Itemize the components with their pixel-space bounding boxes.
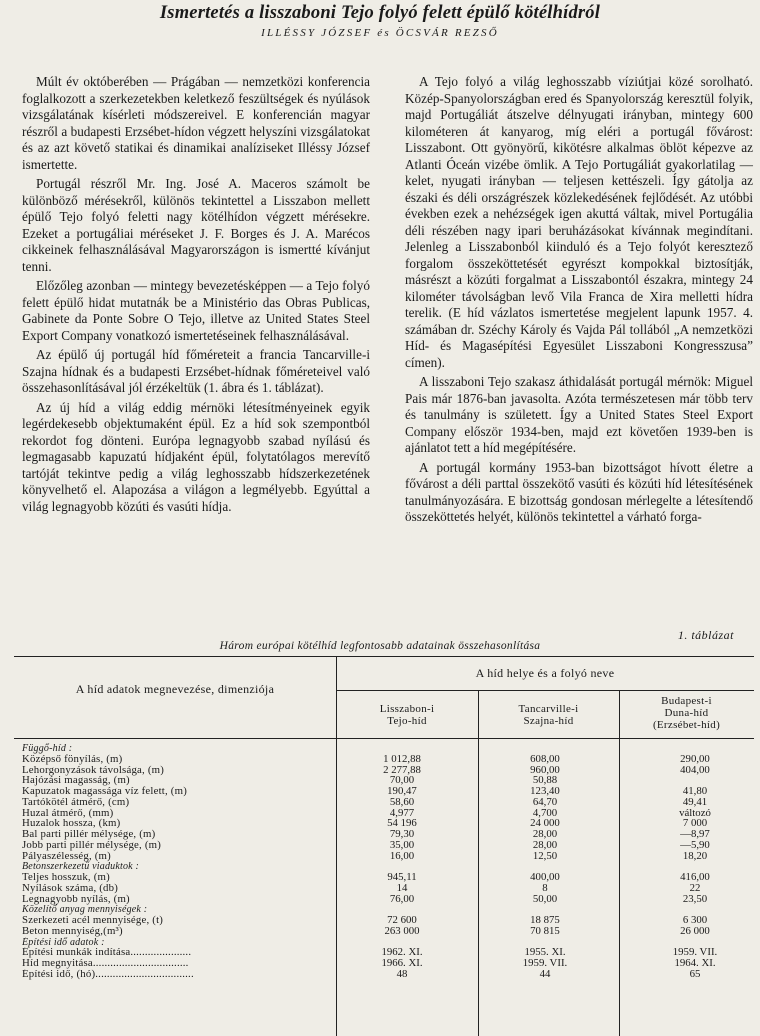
table-row	[22, 765, 754, 776]
row-label: Lehorgonyzások távolsága, (m)	[22, 764, 165, 776]
row-label: Szerkezeti acél mennyisége, (t)	[22, 915, 164, 926]
cell-value: 76,00	[389, 892, 415, 905]
cell-value: 22	[689, 881, 701, 894]
cell-value: 1962. XI.	[381, 946, 423, 959]
table-row	[22, 818, 754, 829]
table-number: 1. táblázat	[677, 628, 734, 642]
cell-value: 58,60	[389, 795, 415, 808]
row-label: Huzal átmérő, (mm)	[22, 807, 114, 819]
row-label: Középső fönyílás, (m)	[22, 753, 123, 765]
paragraph: A lisszaboni Tejo szakasz áthidalását portugál mérnök: Miguel Pais már 1876-ban javasolta. Azóta természetesen már több terv és tanulmány is született. Így a United States Steel Export Company először 1934-ben, majd ezt követően 1939-ben is ajánlatot tett a híd megépítésére.	[405, 374, 753, 455]
column-header-lisbon: Lisszabon-i Tejo-híd	[379, 703, 435, 727]
cell-value: 190,47	[387, 785, 417, 797]
paragraph: Előzőleg azonban — mintegy bevezetésképpen — a Tejo folyó felett épülő hidat mutatnák be a Ministério das Obras Publicas, Gabinete da Ponte Sobre O Tejo, illetve az United States Steel Export Company vonatkozó ismertetéseinek felhasználásával.	[22, 278, 370, 343]
row-label: Beton mennyiség,(m³)	[22, 925, 123, 937]
cell-value: 12,50	[532, 849, 558, 862]
article-title: Ismertetés a lisszaboni Tejo folyó felett épülő kötélhídról	[159, 3, 601, 23]
cell-value: 16,00	[389, 849, 415, 862]
cell-value: 41,80	[682, 785, 708, 797]
row-label: Építési idő, (hó)..................................	[22, 968, 194, 980]
table-row	[22, 958, 754, 969]
table-row	[22, 840, 754, 851]
table-row	[22, 969, 754, 980]
cell-value: 54 196	[387, 817, 417, 830]
cell-value: 26 000	[680, 924, 710, 937]
row-label: Függő-híd :	[22, 743, 73, 754]
cell-value: 24 000	[530, 817, 560, 830]
cell-value: 960,00	[530, 763, 560, 776]
cell-value: 1959. VII.	[522, 957, 568, 969]
cell-value: változó	[679, 806, 711, 819]
table-rule	[336, 690, 754, 691]
cell-value: 65	[689, 967, 701, 980]
row-label: Teljes hosszuk, (m)	[22, 872, 110, 883]
cell-value: 72 600	[387, 914, 417, 926]
table-row	[22, 872, 754, 883]
paragraph: Múlt év októberében — Prágában — nemzetközi konferencia foglalkozott a szerkezetekben keletkező feszültségek és nyúlások vizsgálatának kísérleti módszereivel. E konferencián magyar részről a budapesti Erzsébet-hídon végzett helyszíni vizsgálatokat és az azt követő statikai és dinamikai analíziseket Illéssy József ismertette.	[22, 74, 370, 172]
paragraph: A portugál kormány 1953-ban bizottságot hívott életre a fővárost a déli parttal összekötő vasúti és közúti híd létesítésének tanulmányozására. E bizottság gondosan mérlegelte a létesítendő összeköttetés helyét, különös tekintettel a várható forga-	[405, 459, 753, 524]
cell-value: 7 000	[682, 817, 708, 830]
row-label: Tartókötél átmérő, (cm)	[22, 796, 130, 808]
table-row	[22, 797, 754, 808]
cell-value: 48	[396, 967, 408, 980]
row-label: Huzalok hossza, (km)	[22, 818, 121, 830]
row-label: Építési idő adatok :	[22, 936, 105, 948]
paragraph: A Tejo folyó a világ leghosszabb víziútjai közé sorolható. Közép-Spanyolországban ered és Spanyolország keresztül folyik, majd Portugáliát átszelve délnyugati irányban, mintegy 600 kilométeren át kanyarog, míg eléri a portugál fővárost: Lisszabont. Ott gyönyörű, kikötésre alkalmas öblöt képezve az Atlanti Óceán vizébe ömlik. A Tejo Portugáliát gyakorlatilag — kelet, nyugati irányban — teljesen kettészeli. Így gátolja az északi és déli országrészek közlekedésének fejlődését. Az utóbbi években ezek a nehézségek igen akuttá váltak, mivel Portugália déli részében nagy ipari beruházásokat kívánnak megindítani. Jelenleg a Lisszabonból kiinduló és a Tejo folyót keresztező forgalom összeköttetését egyrészt kompokkal biztosítják, másrészt a közúti forgalmat a Lisszabontól északra, mintegy 24 kilométer távolságban levő Vila Franca de Xira melletti hídra terelik. (E híd vázlatos ismertetése megjelent lapunk 1957. 4. számában dr. Széchy Károly és Vajda Pál tollából „A nemzetközi Híd- és Magasépítési Egyesület Lisszaboni Kongresszusa” címen).	[405, 74, 753, 370]
table-row	[22, 883, 754, 894]
cell-value: 50,00	[532, 892, 558, 905]
cell-value: 4,700	[532, 806, 558, 819]
row-label: Jobb parti pillér mélysége, (m)	[22, 839, 162, 851]
cell-value: 28,00	[532, 838, 558, 851]
table-row	[22, 786, 754, 797]
cell-value: 1959. VII.	[672, 946, 718, 959]
cell-value: 14	[396, 881, 408, 894]
cell-value: 50,88	[532, 774, 558, 787]
row-label: Híd megnyitása.................................	[22, 958, 189, 969]
row-label: Közelítő anyag mennyiségek :	[22, 904, 148, 916]
cell-value: 123,40	[530, 785, 560, 797]
table-row	[22, 754, 754, 765]
cell-value: 4,977	[389, 806, 415, 819]
paragraph: Az épülő új portugál híd főméreteit a francia Tancarville-i Szajna hídnak és a budapesti Erzsébet-hídnak főméreteivel való összehasonlításával jól érzékeltük (1. ábra és 1. táblázat).	[22, 347, 370, 395]
row-label: Legnagyobb nyílás, (m)	[22, 893, 130, 905]
comparison-table	[14, 656, 754, 1036]
table-caption: Három európai kötélhíd legfontosabb adatainak összehasonlítása	[219, 640, 541, 652]
cell-value: 44	[539, 967, 551, 980]
cell-value: 18 875	[530, 914, 560, 926]
cell-value: 28,00	[532, 828, 558, 840]
cell-value: 404,00	[680, 763, 710, 776]
cell-value: 945,11	[387, 871, 417, 883]
cell-value: 70 815	[530, 924, 560, 937]
row-label: Építési munkák indítása.....................	[22, 947, 192, 959]
cell-value: 8	[542, 881, 548, 894]
table-row	[22, 894, 754, 905]
table-rule	[14, 656, 754, 657]
column-header-items: A híd adatok megnevezése, dimenziója	[75, 682, 275, 696]
paragraph: Portugál részről Mr. Ing. José A. Maceros számolt be különböző mérésekről, különös tekintettel a Lisszabon mellett épülő Tejo folyó feletti nagy kötélhídon végzett mérésekre. Ezeket a portugáliai méréseket J. F. Borges és J. A. Marécos cikkeinek felhasználásával Magyarországon is ismertté kívánjut tenni.	[22, 176, 370, 274]
cell-value: 64,70	[532, 795, 558, 808]
cell-value: 49,41	[682, 795, 708, 808]
row-label: Betonszerkezetű viaduktok :	[22, 861, 140, 873]
article-authors: ILLÉSSY JÓZSEF és ÖCSVÁR REZSŐ	[261, 27, 499, 39]
column-group-header: A híd helye és a folyó neve	[475, 666, 615, 680]
cell-value: 263 000	[384, 924, 420, 937]
right-column	[405, 74, 753, 529]
cell-value: 2 277,88	[383, 763, 421, 776]
cell-value: 18,20	[682, 849, 708, 862]
column-header-budapest: Budapest-i Duna-híd (Erzsébet-híd)	[652, 695, 721, 731]
cell-value: 35,00	[389, 838, 415, 851]
cell-value: 416,00	[680, 871, 710, 883]
table-rule	[14, 738, 754, 739]
cell-value: 79,30	[389, 828, 415, 840]
row-label: Nyílások száma, (db)	[22, 882, 119, 894]
cell-value: 1955. XI.	[524, 946, 566, 959]
table-row	[22, 851, 754, 862]
cell-value: —5,90	[680, 838, 710, 851]
cell-value: 608,00	[530, 752, 560, 765]
paragraph: Az új híd a világ eddig mérnöki létesítményeinek egyik legérdekesebb objektumaként épül. Ez a híd sok szempontból rekordot fog dönteni. Európa legnagyobb szabad nyílású és legmagasabb kapuzatú hídjaként épül, folytatólagos merevítő tartóját tekintve pedig a világ leghosszabb hídszerkezetének könyvelhető el. Alapozása a világon a legmélyebb. Egyúttal a világ legnagyobb közúti és vasúti hídja.	[22, 399, 370, 514]
row-label: Kapuzatok magassága víz felett, (m)	[22, 786, 187, 797]
left-column	[22, 74, 370, 518]
cell-value: —8,97	[680, 828, 710, 840]
cell-value: 6 300	[682, 914, 708, 926]
row-label: Bal parti pillér mélysége, (m)	[22, 829, 156, 840]
table-body	[22, 743, 754, 980]
table-row	[22, 829, 754, 840]
cell-value: 1 012,88	[383, 752, 421, 765]
row-label: Pályaszélesség, (m)	[22, 850, 111, 862]
cell-value: 1966. XI.	[381, 957, 423, 969]
row-label: Hajózási magasság, (m)	[22, 775, 130, 787]
cell-value: 1964. XI.	[674, 957, 716, 969]
cell-value: 70,00	[389, 774, 415, 787]
cell-value: 400,00	[530, 871, 560, 883]
cell-value: 290,00	[680, 752, 710, 765]
cell-value: 23,50	[682, 892, 708, 905]
column-header-tancarville: Tancarville-i Szajna-híd	[518, 703, 579, 727]
table-row	[22, 926, 754, 937]
